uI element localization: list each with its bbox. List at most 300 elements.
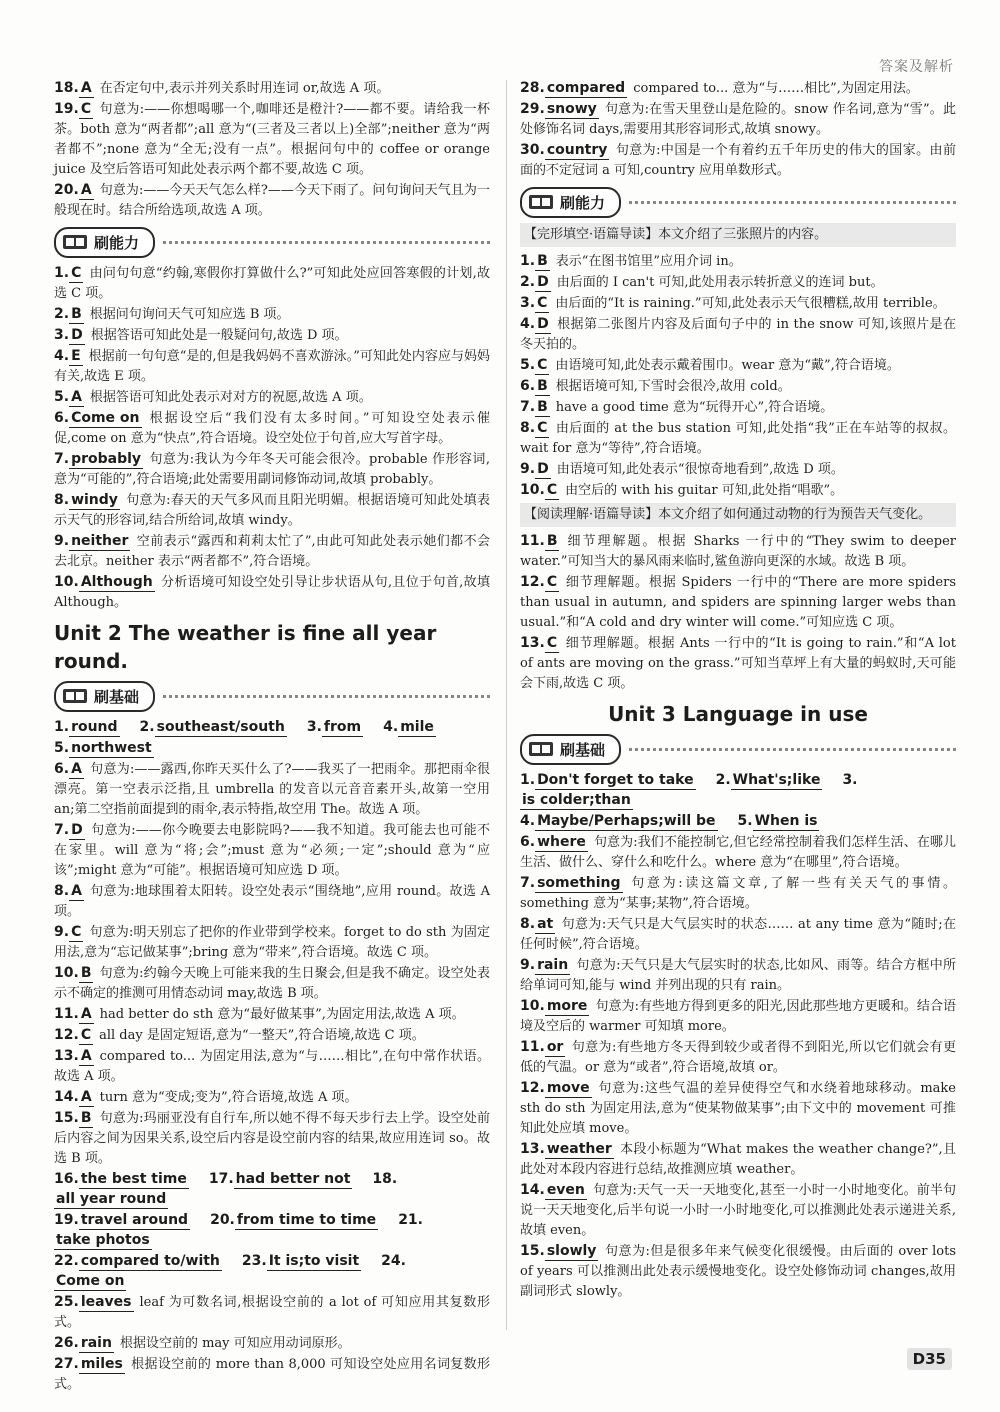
item-explanation: 句意为:明天别忘了把你的作业带到学校来。forget to do sth 为固定用法,意为“忘记做某事”;bring 意为“带来”,符合语境。故选 C 项。 xyxy=(54,925,490,960)
answer-item xyxy=(54,449,490,490)
item-answer: all year round xyxy=(56,1191,167,1207)
item-answer: What's;like xyxy=(732,772,821,788)
item-explanation: all day 是固定短语,意为“一整天”,符合语境,故选 C 项。 xyxy=(99,1028,425,1043)
item-number: 5. xyxy=(54,740,70,756)
item-explanation: 由后面的 I can't 可知,此处用表示转折意义的连词 but。 xyxy=(556,275,884,290)
item-number: 29. xyxy=(520,101,545,117)
badge-label: 刷基础 xyxy=(94,687,140,706)
item-answer: C xyxy=(71,265,82,281)
item-answer: Come on xyxy=(56,1273,125,1289)
item-answer: B xyxy=(80,1110,92,1126)
dotted-rule xyxy=(163,695,490,698)
item-answer: weather xyxy=(546,1141,612,1157)
item-explanation: 由语境可知,此处表示“很惊奇地看到”,故选 D 项。 xyxy=(556,462,844,477)
item-answer: D xyxy=(537,274,549,290)
item-number: 22. xyxy=(54,1253,79,1269)
item-answer: from xyxy=(323,719,362,735)
item-answer: B xyxy=(80,965,92,981)
book-icon xyxy=(62,687,88,705)
item-explanation: 句意为:读这篇文章,了解一些有关天气的事情。something 意为“某事;某物”,符合语境。 xyxy=(520,876,956,911)
item-number: 13. xyxy=(520,635,545,651)
item-number: 9. xyxy=(54,924,70,940)
item-explanation: 由后面的 at the bus station 可知,此处指“我”正在车站等的叔叔。wait for 意为“等待”,符合语境。 xyxy=(520,421,956,456)
item-number: 14. xyxy=(520,1182,545,1198)
item-explanation: 根据设空前的 more than 8,000 可知设空处应用名词复数形式。 xyxy=(54,1357,490,1392)
item-answer: A xyxy=(80,1089,92,1105)
item-number: 12. xyxy=(520,1080,545,1096)
column-divider xyxy=(506,80,507,1330)
item-answer: A xyxy=(71,761,82,777)
item-explanation: 在否定句中,表示并列关系时用连词 or,故选 A 项。 xyxy=(99,81,390,96)
item-explanation: 句意为:我们不能控制它,但它经常控制着我们怎样生活、在哪儿生活、做什么、穿什么和吃什么。where 意为“在哪里”,符合语境。 xyxy=(520,835,956,870)
item-number: 11. xyxy=(520,1039,545,1055)
item-answer: more xyxy=(546,998,588,1014)
item-answer: where xyxy=(537,834,586,850)
item-number: 4. xyxy=(54,348,70,364)
answer-item xyxy=(54,881,490,922)
badge-label: 刷能力 xyxy=(94,233,140,252)
item-number: 2. xyxy=(715,772,731,788)
answer-item xyxy=(54,1354,490,1395)
page-number: D35 xyxy=(907,1348,952,1370)
item-answer: snowy xyxy=(546,101,597,117)
right-items-b xyxy=(520,251,956,501)
item-explanation: 句意为:这些气温的差异使得空气和水绕着地球移动。make sth do sth 为固定用法,意为“使某物做某事”;由下文中的 movement 可推知此处应填 move。 xyxy=(520,1081,956,1136)
item-number: 20. xyxy=(54,182,79,198)
right-column xyxy=(520,78,956,1302)
item-answer: E xyxy=(71,348,81,364)
item-explanation: 句意为:天气一天一天地变化,甚至一小时一小时地变化。前半句说一天天地变化,后半句说一小时一小时地变化,可以推测此处表示递进关系,故填 even。 xyxy=(520,1183,956,1238)
item-answer: country xyxy=(546,142,608,158)
item-answer: It is;to visit xyxy=(268,1253,360,1269)
passage-guide: 【阅读理解·语篇导读】本文介绍了如何通过动物的行为预告天气变化。 xyxy=(520,503,956,527)
answer-item xyxy=(520,914,956,955)
fill-row xyxy=(520,770,956,811)
item-number: 3. xyxy=(306,719,322,735)
item-answer: C xyxy=(537,420,548,436)
badge-row xyxy=(54,681,490,711)
item-answer: is colder;than xyxy=(522,792,631,808)
item-answer: Don't forget to take xyxy=(537,772,694,788)
left-items-d xyxy=(54,1292,490,1395)
item-explanation: 句意为:玛丽亚没有自行车,所以她不得不每天步行去上学。设空处前后内容之间为因果关系,设空后内容是设空前内容的结果,故应用连词 so。故选 B 项。 xyxy=(54,1111,490,1166)
item-answer: A xyxy=(71,883,82,899)
item-number: 10. xyxy=(520,998,545,1014)
header-tag: 答案及解析 xyxy=(879,59,954,75)
book-icon xyxy=(528,193,554,211)
fill-answer xyxy=(54,1213,196,1228)
answer-item xyxy=(54,180,490,221)
answer-item xyxy=(520,1037,956,1078)
answer-item xyxy=(520,955,956,996)
item-number: 5. xyxy=(737,813,753,829)
item-answer: D xyxy=(537,461,549,477)
answer-item xyxy=(520,272,956,293)
item-number: 1. xyxy=(520,253,536,269)
item-number: 3. xyxy=(520,295,536,311)
answer-item xyxy=(520,293,956,314)
item-number: 9. xyxy=(520,957,536,973)
fill-answer xyxy=(54,1172,195,1187)
answer-item xyxy=(520,418,956,459)
dotted-rule xyxy=(629,201,956,204)
item-explanation: 细节理解题。根据 Ants 一行中的“It is going to rain.”和“A lot of ants are moving on the grass.”可知当草坪上有大量的蚂蚁时,天可能会下雨,故选 C 项。 xyxy=(520,636,956,691)
answer-item xyxy=(520,832,956,873)
item-number: 6. xyxy=(54,410,70,426)
item-answer: C xyxy=(80,101,92,117)
item-number: 3. xyxy=(842,772,858,788)
item-explanation: 句意为:有些地方得到更多的阳光,因此那些地方更暖和。结合语境及空后的 warmer 可知填 more。 xyxy=(520,999,956,1034)
item-answer: the best time xyxy=(80,1171,187,1187)
answer-item xyxy=(520,633,956,694)
item-number: 1. xyxy=(54,265,70,281)
item-explanation: 由后面的“It is raining.”可知,此处表示天气很糟糕,故用 terrible。 xyxy=(555,296,946,311)
answer-item xyxy=(520,99,956,140)
item-explanation: 句意为:——你今晚要去电影院吗?——我不知道。我可能去也可能不在家里。will 意为“将;会”;must 意为“必须;一定”;should 意为“应该”;might 意为“可能”。根据语境可知应选 D 项。 xyxy=(54,823,490,878)
answer-item xyxy=(54,922,490,963)
item-number: 27. xyxy=(54,1356,79,1372)
answer-item xyxy=(54,490,490,531)
item-number: 10. xyxy=(520,482,545,498)
item-number: 6. xyxy=(520,834,536,850)
item-answer: move xyxy=(546,1080,590,1096)
item-explanation: turn 意为“变成;变为”,符合语境,故选 A 项。 xyxy=(99,1090,358,1105)
item-answer: northwest xyxy=(71,740,152,756)
answer-item xyxy=(520,531,956,572)
item-explanation: 句意为:——露西,你昨天买什么了?——我买了一把雨伞。那把雨伞很漂亮。第一空表示泛指,且 umbrella 的发音以元音音素开头,故第一空用 an;第二空指前面提到的雨伞,表示特指,故空用 The。故选 A 项。 xyxy=(54,762,490,817)
item-explanation: 句意为:但是很多年来气候变化很缓慢。由后面的 over lots of years 可以推测出此处表示缓慢地变化。设空处修饰动词 changes,故用副词形式 slowly。 xyxy=(520,1244,956,1299)
item-answer: mile xyxy=(400,719,434,735)
item-number: 23. xyxy=(241,1253,267,1269)
item-answer: Maybe/Perhaps;will be xyxy=(537,813,716,829)
fill-row xyxy=(54,1169,490,1210)
item-answer: B xyxy=(71,306,82,322)
item-number: 12. xyxy=(520,574,545,590)
left-column xyxy=(54,78,490,1395)
item-number: 5. xyxy=(520,357,536,373)
item-answer: miles xyxy=(80,1356,123,1372)
answer-item xyxy=(54,304,490,325)
fill-answer xyxy=(210,1213,384,1228)
fill-answer xyxy=(242,1254,367,1269)
item-answer: C xyxy=(71,924,82,940)
badge-label: 刷基础 xyxy=(560,740,606,759)
answer-item xyxy=(520,996,956,1037)
answer-item xyxy=(54,820,490,881)
item-answer: round xyxy=(71,719,118,735)
item-answer: southeast/south xyxy=(156,719,285,735)
item-explanation: compared to... 为固定用法,意为“与……相比”,在句中常作状语。故选 A 项。 xyxy=(54,1049,490,1084)
fill-answer xyxy=(738,814,826,829)
item-answer: B xyxy=(537,399,548,415)
item-explanation: 由问句句意“约翰,寒假你打算做什么?”可知此处应回答寒假的计划,故选 C 项。 xyxy=(54,266,490,301)
answer-item xyxy=(54,1087,490,1108)
item-explanation: 根据设空后“我们没有太多时间。”可知设空处表示催促,come on 意为“快点”,符合语境。设空处位于句首,应大写首字母。 xyxy=(54,411,490,446)
item-answer: leaves xyxy=(80,1294,132,1310)
right-items-c xyxy=(520,531,956,694)
item-answer: rain xyxy=(537,957,569,973)
item-number: 18. xyxy=(372,1171,398,1187)
answer-item xyxy=(54,1025,490,1046)
item-number: 30. xyxy=(520,142,545,158)
answer-item xyxy=(54,387,490,408)
answer-item xyxy=(520,376,956,397)
book-icon xyxy=(62,233,88,251)
item-explanation: 分析语境可知设空处引导让步状语从句,且位于句首,故填 Although。 xyxy=(54,575,490,610)
fill-answer xyxy=(716,773,829,788)
item-answer: neither xyxy=(71,533,129,549)
item-answer: rain xyxy=(80,1335,112,1351)
right-items-a xyxy=(520,78,956,181)
item-answer: something xyxy=(537,875,621,891)
item-answer: A xyxy=(71,389,82,405)
item-answer: from time to time xyxy=(236,1212,377,1228)
answer-item xyxy=(54,963,490,1004)
item-number: 21. xyxy=(398,1212,423,1228)
item-explanation: 句意为:在雪天里登山是危险的。snow 作名词,意为“雪”。此处修饰名词 days,需要用其形容词形式,故填 snowy。 xyxy=(520,102,956,137)
item-number: 25. xyxy=(54,1294,79,1310)
section-badge xyxy=(54,227,155,258)
answer-item xyxy=(520,1241,956,1302)
item-answer: B xyxy=(537,253,548,269)
item-answer: compared xyxy=(546,80,626,96)
left-items-a xyxy=(54,78,490,221)
item-number: 19. xyxy=(54,1212,79,1228)
badge-label: 刷能力 xyxy=(560,193,606,212)
item-answer: Come on xyxy=(71,410,140,426)
section-badge xyxy=(520,187,621,218)
item-answer: windy xyxy=(71,492,118,508)
item-number: 6. xyxy=(520,378,536,394)
item-number: 16. xyxy=(54,1171,79,1187)
left-items-c xyxy=(54,759,490,1169)
item-explanation: 由语境可知,此处表示戴着围巾。wear 意为“戴”,符合语境。 xyxy=(555,358,900,373)
item-number: 11. xyxy=(520,533,545,549)
item-answer: B xyxy=(546,533,558,549)
item-number: 4. xyxy=(520,813,536,829)
item-answer: or xyxy=(546,1039,564,1055)
item-number: 17. xyxy=(208,1171,234,1187)
answer-item xyxy=(54,531,490,572)
item-number: 13. xyxy=(520,1141,545,1157)
answer-item xyxy=(54,78,490,99)
item-explanation: 表示“在图书馆里”应用介词 in。 xyxy=(555,254,742,269)
answer-item xyxy=(54,759,490,820)
item-explanation: 句意为:——今天天气怎么样?——今天下雨了。问句询问天气且为一般现在时。结合所给选项,故选 A 项。 xyxy=(54,183,490,218)
item-explanation: 句意为:天气只是大气层实时的状态…… at any time 意为“随时;在任何时候”,符合语境。 xyxy=(520,917,956,952)
item-explanation: 根据第二张图片内容及后面句子中的 in the snow 可知,该照片是在冬天拍的。 xyxy=(520,317,956,352)
item-explanation: compared to... 意为“与……相比”,为固定用法。 xyxy=(633,81,919,96)
item-answer: C xyxy=(80,1027,92,1043)
item-number: 20. xyxy=(210,1212,235,1228)
answer-item xyxy=(520,480,956,501)
answer-item xyxy=(54,1046,490,1087)
item-number: 5. xyxy=(54,389,70,405)
item-answer: travel around xyxy=(80,1212,189,1228)
item-explanation: 根据设空前的 may 可知应用动词原形。 xyxy=(119,1336,351,1351)
item-number: 4. xyxy=(383,719,399,735)
item-number: 12. xyxy=(54,1027,79,1043)
item-number: 9. xyxy=(520,461,536,477)
item-explanation: 根据问句询问天气可知应选 B 项。 xyxy=(89,307,290,322)
item-number: 2. xyxy=(520,274,536,290)
item-explanation: 句意为:我认为今年冬天可能会很冷。probable 作形容词,意为“可能的”,符合语境;此处需要用副词修饰动词,故填 probably。 xyxy=(54,452,490,487)
item-number: 18. xyxy=(54,80,79,96)
answer-item xyxy=(520,572,956,633)
answer-item xyxy=(54,99,490,180)
item-answer: A xyxy=(80,1048,92,1064)
book-icon xyxy=(528,740,554,758)
item-explanation: 由空后的 with his guitar 可知,此处指“唱歌”。 xyxy=(565,483,844,498)
section-badge xyxy=(520,734,621,765)
item-explanation: 句意为:天气只是大气层实时的状态,比如风、雨等。结合方框中所给单词可知,能与 wind 并列出现的只有 rain。 xyxy=(520,958,956,993)
answer-item xyxy=(520,873,956,914)
item-number: 8. xyxy=(520,916,536,932)
item-number: 1. xyxy=(520,772,536,788)
item-explanation: have a good time 意为“玩得开心”,符合语境。 xyxy=(555,400,834,415)
item-answer: even xyxy=(546,1182,585,1198)
item-explanation: 细节理解题。根据 Sharks 一行中的“They swim to deeper water.”可知当大的暴风雨来临时,鲨鱼游向更深的水域。故选 B 项。 xyxy=(520,534,956,569)
fill-answer xyxy=(140,720,293,735)
item-number: 4. xyxy=(520,316,536,332)
fill-answer xyxy=(307,720,369,735)
item-answer: D xyxy=(71,327,83,343)
item-explanation: 句意为:中国是一个有着约五千年历史的伟大的国家。由前面的不定冠词 a 可知,country 应用单数形式。 xyxy=(520,143,956,178)
item-answer: A xyxy=(80,80,92,96)
item-number: 7. xyxy=(520,875,536,891)
item-answer: A xyxy=(80,1006,92,1022)
section-badge xyxy=(54,681,155,712)
item-explanation: 句意为:有些地方冬天得到较少或者得不到阳光,所以它们就会有更低的气温。or 意为“或者”,符合语境,故填 or。 xyxy=(520,1040,956,1075)
item-number: 15. xyxy=(54,1110,79,1126)
item-number: 2. xyxy=(139,719,155,735)
answer-item xyxy=(520,1078,956,1139)
answer-item xyxy=(54,325,490,346)
item-answer: D xyxy=(71,822,83,838)
item-explanation: leaf 为可数名词,根据设空前的 a lot of 可知应用其复数形式。 xyxy=(54,1295,490,1330)
item-number: 10. xyxy=(54,574,79,590)
item-number: 10. xyxy=(54,965,79,981)
item-number: 1. xyxy=(54,719,70,735)
fill-row xyxy=(54,717,490,738)
fill-answer xyxy=(520,773,702,788)
item-answer: B xyxy=(537,378,548,394)
answer-item xyxy=(54,346,490,387)
answer-item xyxy=(520,355,956,376)
item-number: 2. xyxy=(54,306,70,322)
answer-item xyxy=(54,1292,490,1333)
answer-item xyxy=(54,1333,490,1354)
item-explanation: 句意为:春天的天气多风而且阳光明媚。根据语境可知此处填表示天气的形容词,结合所给词,故填 windy。 xyxy=(54,493,490,528)
answer-item xyxy=(54,1108,490,1169)
answer-item xyxy=(520,314,956,355)
right-items-d xyxy=(520,832,956,1302)
item-number: 14. xyxy=(54,1089,79,1105)
item-number: 15. xyxy=(520,1243,545,1259)
fill-row xyxy=(54,1210,490,1251)
item-explanation: 根据答语可知此处表示对对方的祝愿,故选 A 项。 xyxy=(89,390,372,405)
item-answer: compared to/with xyxy=(80,1253,220,1269)
item-answer: Although xyxy=(80,574,153,590)
answer-item xyxy=(54,1004,490,1025)
item-number: 8. xyxy=(54,883,70,899)
item-explanation: 句意为:地球围着太阳转。设空处表示“围绕地”,应用 round。故选 A 项。 xyxy=(54,884,490,919)
left-items-b xyxy=(54,263,490,613)
answer-item xyxy=(520,397,956,418)
fill-row xyxy=(520,811,956,832)
answer-item xyxy=(520,140,956,181)
answer-item xyxy=(520,1139,956,1180)
answer-item xyxy=(520,1180,956,1241)
fill-answer xyxy=(54,1254,228,1269)
item-number: 28. xyxy=(520,80,545,96)
item-answer: When is xyxy=(754,813,818,829)
fill-answer xyxy=(383,720,442,735)
item-explanation: 细节理解题。根据 Spiders 一行中的“There are more spiders than usual in autumn, and spiders are spinning larger webs than usual.”和“A cold and dry winter will come.”可知应选 C 项。 xyxy=(520,575,956,630)
answer-item xyxy=(54,408,490,449)
item-explanation: 句意为:约翰今天晚上可能来我的生日聚会,但是我不确定。设空处表示不确定的推测可用情态动词 may,故选 B 项。 xyxy=(54,966,490,1001)
item-number: 6. xyxy=(54,761,70,777)
dotted-rule xyxy=(163,241,490,244)
fill-answer xyxy=(209,1172,359,1187)
item-answer: C xyxy=(546,574,558,590)
item-number: 24. xyxy=(381,1253,406,1269)
fill-row xyxy=(54,1251,490,1292)
item-answer: C xyxy=(546,482,558,498)
item-answer: C xyxy=(546,635,558,651)
fill-answer xyxy=(54,720,126,735)
answer-item xyxy=(520,251,956,272)
item-number: 13. xyxy=(54,1048,79,1064)
fill-row xyxy=(54,738,490,759)
item-answer: slowly xyxy=(546,1243,597,1259)
fill-answer xyxy=(520,814,724,829)
badge-row xyxy=(520,187,956,217)
badge-row xyxy=(520,734,956,764)
item-number: 9. xyxy=(54,533,70,549)
item-explanation: 空前表示“露西和莉莉太忙了”,由此可知此处表示她们都不会去北京。neither 表示“两者都不”,符合语境。 xyxy=(54,534,490,569)
passage-guide: 【完形填空·语篇导读】本文介绍了三张照片的内容。 xyxy=(520,223,956,247)
item-explanation: 根据语境可知,下雪时会很冷,故用 cold。 xyxy=(555,379,791,394)
item-number: 7. xyxy=(54,822,70,838)
dotted-rule xyxy=(629,748,956,751)
item-number: 8. xyxy=(54,492,70,508)
item-explanation: 根据答语可知此处是一般疑问句,故选 D 项。 xyxy=(90,328,348,343)
item-answer: A xyxy=(80,182,92,198)
answer-item xyxy=(520,78,956,99)
badge-row xyxy=(54,227,490,257)
item-answer: C xyxy=(537,295,548,311)
item-number: 11. xyxy=(54,1006,79,1022)
unit2-title: Unit 2 The weather is fine all year round. xyxy=(54,621,437,673)
item-explanation: 本段小标题为“What makes the weather change?”,且此处对本段内容进行总结,故推测应填 weather。 xyxy=(520,1142,956,1177)
item-answer: take photos xyxy=(56,1232,150,1248)
item-answer: probably xyxy=(71,451,142,467)
item-answer: at xyxy=(537,916,554,932)
item-answer: C xyxy=(537,357,548,373)
item-answer: had better not xyxy=(235,1171,351,1187)
unit3-title: Unit 3 Language in use xyxy=(608,702,868,726)
item-answer: D xyxy=(537,316,549,332)
item-explanation: 句意为:——你想喝哪一个,咖啡还是橙汁?——都不要。请给我一杯茶。both 意为“两者都”;all 意为“(三者及三者以上)全部”;neither 意为“两者都不”;none 意为“全无;没有一点”。根据问句中的 coffee or orange juice 及空后答语可知此处表示两个都不要,故选 C 项。 xyxy=(54,102,490,177)
fill-answer xyxy=(54,741,160,756)
item-explanation: had better do sth 意为“最好做某事”,为固定用法,故选 A 项。 xyxy=(99,1007,465,1022)
item-number: 7. xyxy=(520,399,536,415)
answer-item xyxy=(520,459,956,480)
item-explanation: 根据前一句句意“是的,但是我妈妈不喜欢游泳。”可知此处内容应与妈妈有关,故选 E 项。 xyxy=(54,349,490,384)
item-number: 26. xyxy=(54,1335,79,1351)
item-number: 7. xyxy=(54,451,70,467)
